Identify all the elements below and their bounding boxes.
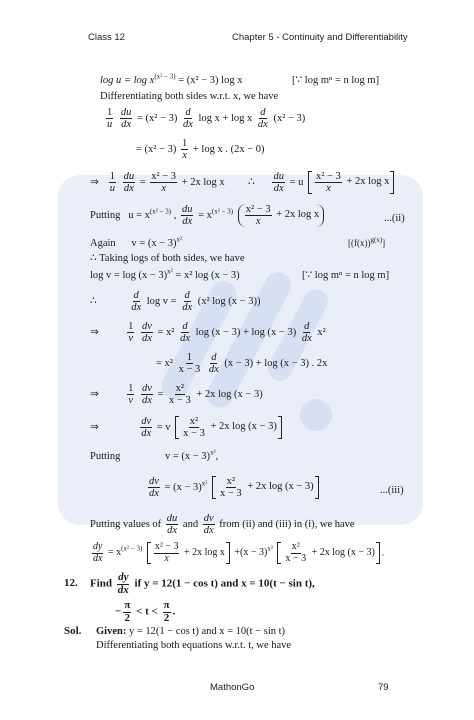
equation-line: Putting $u = x^{(x^2 - 3)}$ , $\frac{du}{dx}$ = $x^{(x^2 - 3)}$ $\frac{\text{x² − 3}}{x}$ + 2x log x bbox=[90, 204, 326, 227]
equation-line: $\frac{dy}{dx}$ = $x^{(x^2 - 3)}$ $\frac{\text{x² − 3}}{x}$ + 2x log x $+(x - 3)^{x^2}$ $\frac{\text{x²}}{x - 3}$ + 2x log (x − 3) . bbox=[93, 541, 385, 564]
equation-line: ∴ $\frac{du}{dx}$ = u $\frac{\text{x² − 3}}{x}$ + 2x log x bbox=[248, 171, 396, 194]
equation-note: [∵ log mⁿ = n log m] bbox=[302, 270, 390, 281]
text-line: Differentiating both sides w.r.t. x, we have bbox=[100, 91, 279, 102]
equation-line: $\frac{1}{u}$ $\frac{du}{dx}$ = (x² − 3) $\frac{d}{dx}$ log x + log x $\frac{d}{dx}$ (x² − 3) bbox=[107, 107, 306, 131]
equation-note: [∵ log mⁿ = n log m] bbox=[292, 75, 380, 86]
equation-line: = (x² − 3) $\frac{1}{x}$ + log x . (2x − 0) bbox=[136, 138, 265, 162]
header-class: Class 12 bbox=[88, 32, 125, 43]
equation-line: ⇒ $\frac{1}{u}$ $\frac{du}{dx}$ = $\frac{\text{x² − 3}}{x}$ + 2x log x bbox=[90, 171, 225, 195]
equation-note: $[(f(x))^{g(x)}]$ bbox=[348, 236, 386, 248]
equation-line: Putting $v = (x - 3)^{x^2}$, bbox=[90, 448, 219, 462]
mathongo-logo-icon bbox=[58, 175, 423, 525]
page-number: 79 bbox=[378, 682, 389, 693]
header-chapter: Chapter 5 - Continuity and Differentiability bbox=[232, 32, 408, 43]
equation-line: $\log v = \log (x - 3)^{x^2} = x^2$ log (x − 3) bbox=[90, 267, 240, 281]
equation-line: ⇒ $\frac{1}{v}$ $\frac{dv}{dx}$ = $\frac{\text{x²}}{x - 3}$ + 2x log (x − 3) bbox=[90, 383, 263, 407]
equation-label: ...(iii) bbox=[380, 485, 404, 496]
footer-brand: MathonGo bbox=[210, 682, 255, 693]
solution-line: Differentiating both equations w.r.t. t, we have bbox=[96, 640, 292, 651]
equation-line: ⇒ $\frac{1}{v}$ $\frac{dv}{dx}$ = x² $\frac{d}{dx}$ log (x − 3) + log (x − 3) $\frac{d}{dx}$ x² bbox=[90, 321, 326, 345]
watermark-panel bbox=[58, 175, 423, 525]
equation-line: $\log u = \log x^{(x^2 - 3)} = (x^2 - 3)$ log x bbox=[100, 72, 243, 86]
equation-line: Again $v = (x - 3)^{x^2}$ bbox=[90, 235, 183, 249]
equation-line: ∴ $\frac{d}{dx}$ log v = $\frac{d}{dx}$ (x² log (x − 3)) bbox=[90, 290, 261, 314]
equation-line: $\frac{dv}{dx}$ = $(x - 3)^{x^2}$ $\frac{\text{x²}}{x - 3}$ + 2x log (x − 3) bbox=[146, 476, 321, 499]
equation-line: = x² $\frac{1}{x - 3}$ $\frac{d}{dx}$ (x − 3) + log (x − 3) . 2x bbox=[156, 352, 328, 376]
question-number: 12. bbox=[64, 577, 78, 589]
solution-line: Given: y = 12(1 − cos t) and x = 10(t − sin t) bbox=[96, 626, 286, 637]
question-text: Find $\frac{dy}{dx}$ if y = 12(1 − cos t) and x = 10(t − sin t), bbox=[90, 571, 315, 596]
question-range: − $\frac{\pi}{2}$ < t < $\frac{\pi}{2}$ . bbox=[115, 599, 176, 624]
equation-line: ⇒ $\frac{dv}{dx}$ = v $\frac{\text{x²}}{x - 3}$ + 2x log (x − 3) bbox=[90, 416, 284, 439]
equation-label: ...(ii) bbox=[384, 213, 405, 224]
text-line: ∴ Taking logs of both sides, we have bbox=[90, 253, 245, 264]
solution-label: Sol. bbox=[64, 625, 82, 637]
text-line: Putting values of $\frac{du}{dx}$ and $\frac{dv}{dx}$ from (ii) and (iii) in (i), we have bbox=[90, 513, 355, 537]
